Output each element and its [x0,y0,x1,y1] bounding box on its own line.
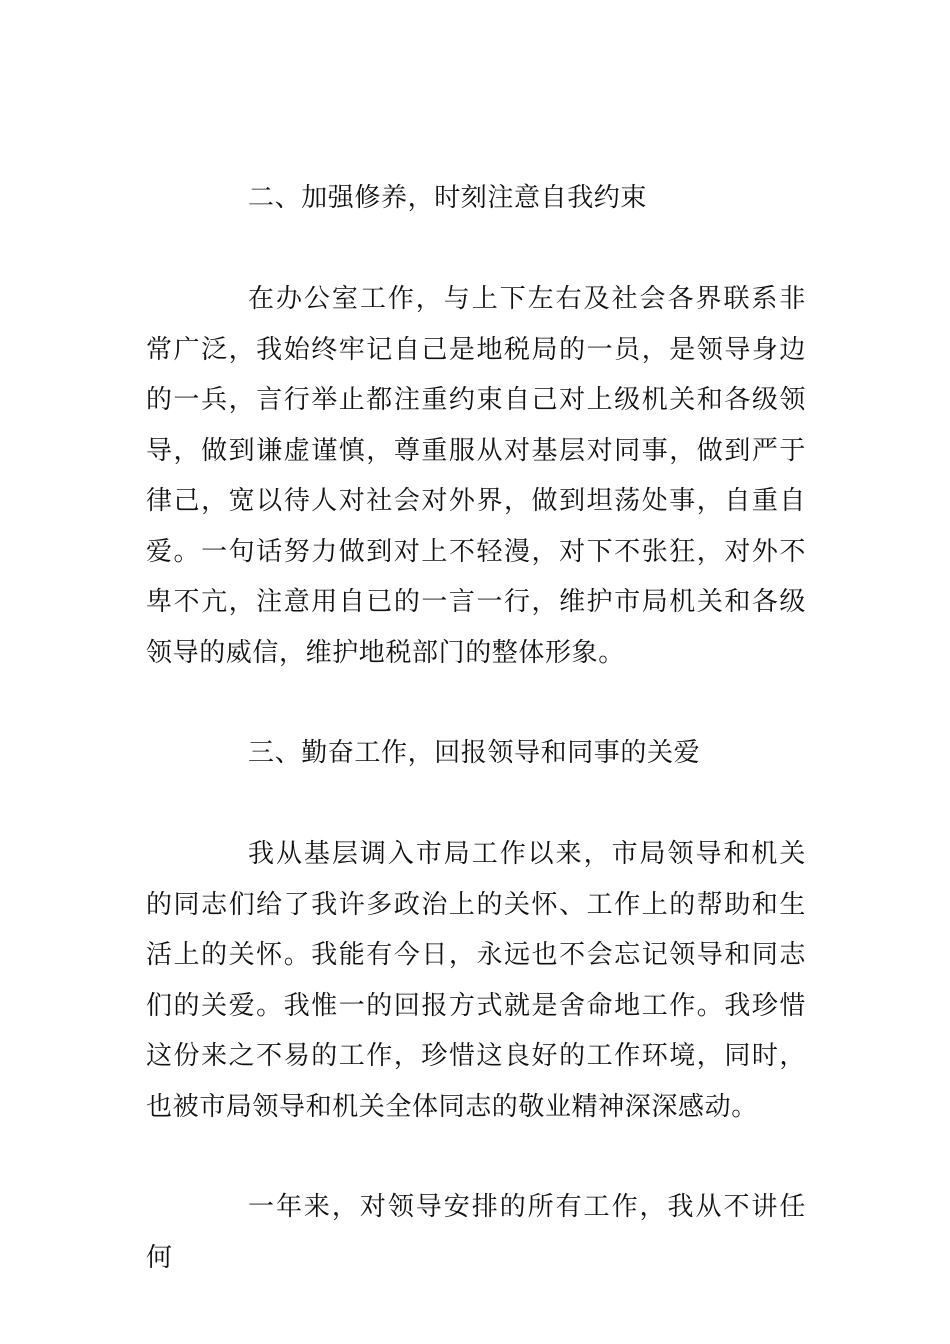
paragraph-office-conduct: 在办公室工作，与上下左右及社会各界联系非常广泛，我始终牢记自己是地税局的一员，是领导身边的一兵，言行举止都注重约束自己对上级机关和各级领导，做到谦虚谨慎，尊重服从对基层对同事，做到严于律己，宽以待人对社会对外界，做到坦荡处事，自重自爱。一句话努力做到对上不轻漫，对下不张狂，对外不卑不亢，注意用自已的一言一行，维护市局机关和各级领导的威信，维护地税部门的整体形象。 [146,284,806,668]
paragraph-gratitude: 我从基层调入市局工作以来，市局领导和机关的同志们给了我许多政治上的关怀、工作上的帮助和生活上的关怀。我能有今日，永远也不会忘记领导和同志们的关爱。我惟一的回报方式就是舍命地工作。我珍惜这份来之不易的工作，珍惜这良好的工作环境，同时，也被市局领导和机关全体同志的敬业精神深深感动。 [146,839,806,1122]
paragraph-work-attitude: 一年来，对领导安排的所有工作，我从不讲任何 [146,1192,806,1273]
section-heading-3: 三、勤奋工作，回报领导和同事的关爱 [248,738,701,768]
section-heading-2: 二、加强修养，时刻注意自我约束 [248,183,648,213]
